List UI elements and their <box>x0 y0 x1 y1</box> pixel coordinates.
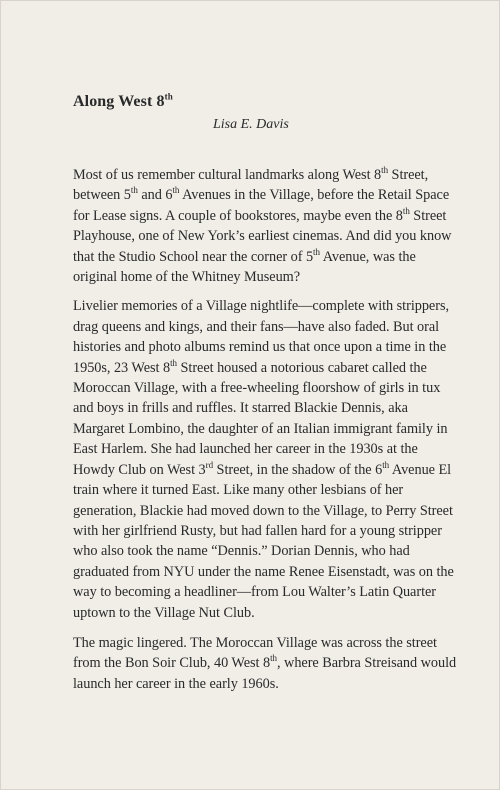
paragraph-1: Most of us remember cultural landmarks along West 8th Street, between 5th and 6th Avenues in the Village, before the Retail Space for Lease signs. A couple of bookstores, maybe even the 8th Street Playhouse, one of New York’s earliest cinemas. And did you know that the Studio School near the corner of 5th Avenue, was the original home of the Whitney Museum? <box>73 165 452 286</box>
article-title: Along West 8th <box>73 91 173 110</box>
paragraph-2: Livelier memories of a Village nightlife—complete with strippers, drag queens and kings, and their fans—have also faded. But oral histories and photo albums remind us that once upon a time in the 1950s, 23 West 8th Street housed a notorious cabaret called the Moroccan Village, with a free-wheeling floorshow of girls in tux and boys in frills and ruffles. It starred Blackie Dennis, aka Margaret Lombino, the daughter of an Italian immigrant family in East Harlem. She had launched her career in the 1930s at the Howdy Club on West 3rd Street, in the shadow of the 6th Avenue El train where it turned East. Like many other lesbians of her generation, Blackie had moved down to the Village, to Perry Street with her girlfriend Rusty, but had fallen hard for a young stripper who also took the name “Dennis.” Dorian Dennis, who had graduated from NYU under the name Renee Eisenstadt, was on the way to becoming a headliner—from Lou Walter’s Latin Quarter uptown to the Village Nut Club. <box>73 298 454 621</box>
article-author: Lisa E. Davis <box>213 117 289 132</box>
article <box>73 92 461 694</box>
paragraph-3: The magic lingered. The Moroccan Village was across the street from the Bon Soir Club, 40 West 8th, where Barbra Streisand would launch her career in the early 1960s. <box>73 634 457 692</box>
